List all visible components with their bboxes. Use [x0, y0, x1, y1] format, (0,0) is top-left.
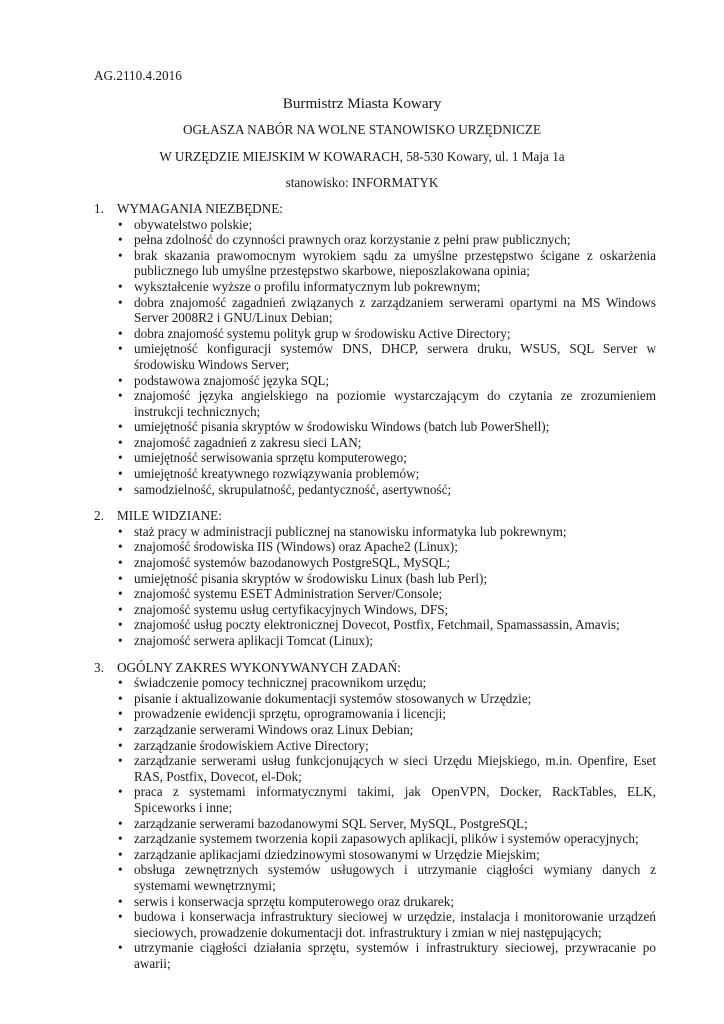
list-item: • pisanie i aktualizowanie dokumentacji systemów stosowanych w Urzędzie; — [118, 691, 656, 707]
list-item: • zarządzanie środowiskiem Active Directory; — [118, 738, 656, 754]
document-title: Burmistrz Miasta Kowary — [282, 94, 442, 112]
list-item: • znajomość systemów bazodanowych PostgreSQL, MySQL; — [118, 555, 656, 571]
list-item: • znajomość systemu ESET Administration Server/Console; — [118, 586, 656, 602]
list-item: • dobra znajomość zagadnień związanych z zarządzaniem serwerami opartymi na MS Windows Server 2008R2 i GNU/Linux Debian; — [118, 295, 656, 326]
bullet-list — [94, 524, 656, 649]
section-number: 1. — [94, 200, 104, 216]
list-item: • obywatelstwo polskie; — [118, 217, 656, 233]
list-item: • zarządzanie serwerami Windows oraz Linux Debian; — [118, 722, 656, 738]
list-item: • wykształcenie wyższe o profilu informatycznym lub pokrewnym; — [118, 279, 656, 295]
list-item: • podstawowa znajomość języka SQL; — [118, 373, 656, 389]
section-1 — [94, 201, 656, 497]
list-item: • znajomość języka angielskiego na poziomie wystarczającym do czytania ze zrozumieniem instrukcji technicznych; — [118, 388, 656, 419]
section-title: OGÓLNY ZAKRES WYKONYWANYCH ZADAŃ: — [117, 659, 401, 675]
list-item: • umiejętność kreatywnego rozwiązywania problemów; — [118, 466, 656, 482]
sections-container — [94, 201, 656, 972]
list-item: • umiejętność pisania skryptów w środowisku Linux (bash lub Perl); — [118, 571, 656, 587]
section-title: WYMAGANIA NIEZBĘDNE: — [117, 200, 283, 216]
section-number: 3. — [94, 659, 104, 675]
list-item: • serwis i konserwacja sprzętu komputerowego oraz drukarek; — [118, 894, 656, 910]
section-heading — [94, 660, 656, 676]
list-item: • zarządzanie systemem tworzenia kopii zapasowych aplikacji, plików i systemów operacyjnych; — [118, 831, 656, 847]
list-item: • samodzielność, skrupulatność, pedantyczność, asertywność; — [118, 482, 656, 498]
list-item: • zarządzanie aplikacjami dziedzinowymi stosowanymi w Urzędzie Miejskim; — [118, 847, 656, 863]
list-item: • znajomość serwera aplikacji Tomcat (Linux); — [118, 633, 656, 649]
list-item: • znajomość systemu usług certyfikacyjnych Windows, DFS; — [118, 602, 656, 618]
list-item: • umiejętność pisania skryptów w środowisku Windows (batch lub PowerShell); — [118, 419, 656, 435]
bullet-list — [94, 675, 656, 971]
list-item: • znajomość zagadnień z zakresu sieci LAN; — [118, 435, 656, 451]
list-item: • zarządzanie serwerami bazodanowymi SQL Server, MySQL, PostgreSQL; — [118, 816, 656, 832]
section-2 — [94, 508, 656, 648]
list-item: • praca z systemami informatycznymi takimi, jak OpenVPN, Docker, RackTables, ELK, Spiceworks i inne; — [118, 784, 656, 815]
list-item: • brak skazania prawomocnym wyrokiem sądu za umyślne przestępstwo ścigane z oskarżenia publicznego lub umyślne przestępstwo skarbowe, nieposzlakowana opinia; — [118, 248, 656, 279]
section-number: 2. — [94, 508, 104, 524]
section-title: MILE WIDZIANE: — [117, 508, 222, 524]
list-item: • prowadzenie ewidencji sprzętu, oprogramowania i licencji; — [118, 706, 656, 722]
list-item: • obsługa zewnętrznych systemów usługowych i utrzymanie ciągłości wymiany danych z systemami wewnętrznymi; — [118, 862, 656, 893]
document-headline: OGŁASZA NABÓR NA WOLNE STANOWISKO URZĘDNICZE — [182, 122, 542, 138]
list-item: • utrzymanie ciągłości działania sprzętu, systemów i infrastruktury sieciowej, przywracanie po awarii; — [118, 940, 656, 971]
list-item: • budowa i konserwacja infrastruktury sieciowej w urzędzie, instalacja i monitorowanie urządzeń sieciowych, prowadzenie dokumentacji dot. infrastruktury i zmian w niej następujących; — [118, 909, 656, 940]
list-item: • znajomość usług poczty elektronicznej Dovecot, Postfix, Fetchmail, Spamassassin, Amavis; — [118, 617, 656, 633]
section-heading — [94, 508, 656, 524]
section-heading — [94, 201, 656, 217]
list-item: • dobra znajomość systemu polityk grup w środowisku Active Directory; — [118, 326, 656, 342]
list-item: • zarządzanie serwerami usług funkcjonujących w sieci Urzędu Miejskiego, m.in. Openfire, Eset RAS, Postfix, Dovecot, el-Dok; — [118, 753, 656, 784]
list-item: • umiejętność konfiguracji systemów DNS, DHCP, serwera druku, WSUS, SQL Server w środowisku Windows Server; — [118, 341, 656, 372]
list-item: • pełna zdolność do czynności prawnych oraz korzystanie z pełni praw publicznych; — [118, 232, 656, 248]
reference-number: AG.2110.4.2016 — [94, 68, 182, 83]
list-item: • umiejętność serwisowania sprzętu komputerowego; — [118, 450, 656, 466]
list-item: • staż pracy w administracji publicznej na stanowisku informatyka lub pokrewnym; — [118, 524, 656, 540]
list-item: • świadczenie pomocy technicznej pracownikom urzędu; — [118, 675, 656, 691]
list-item: • znajomość środowiska IIS (Windows) oraz Apache2 (Linux); — [118, 539, 656, 555]
bullet-list — [94, 217, 656, 498]
section-3 — [94, 660, 656, 972]
office-address: W URZĘDZIE MIEJSKIM W KOWARACH, 58-530 Kowary, ul. 1 Maja 1a — [159, 148, 565, 164]
position-name: stanowisko: INFORMATYK — [285, 175, 439, 191]
